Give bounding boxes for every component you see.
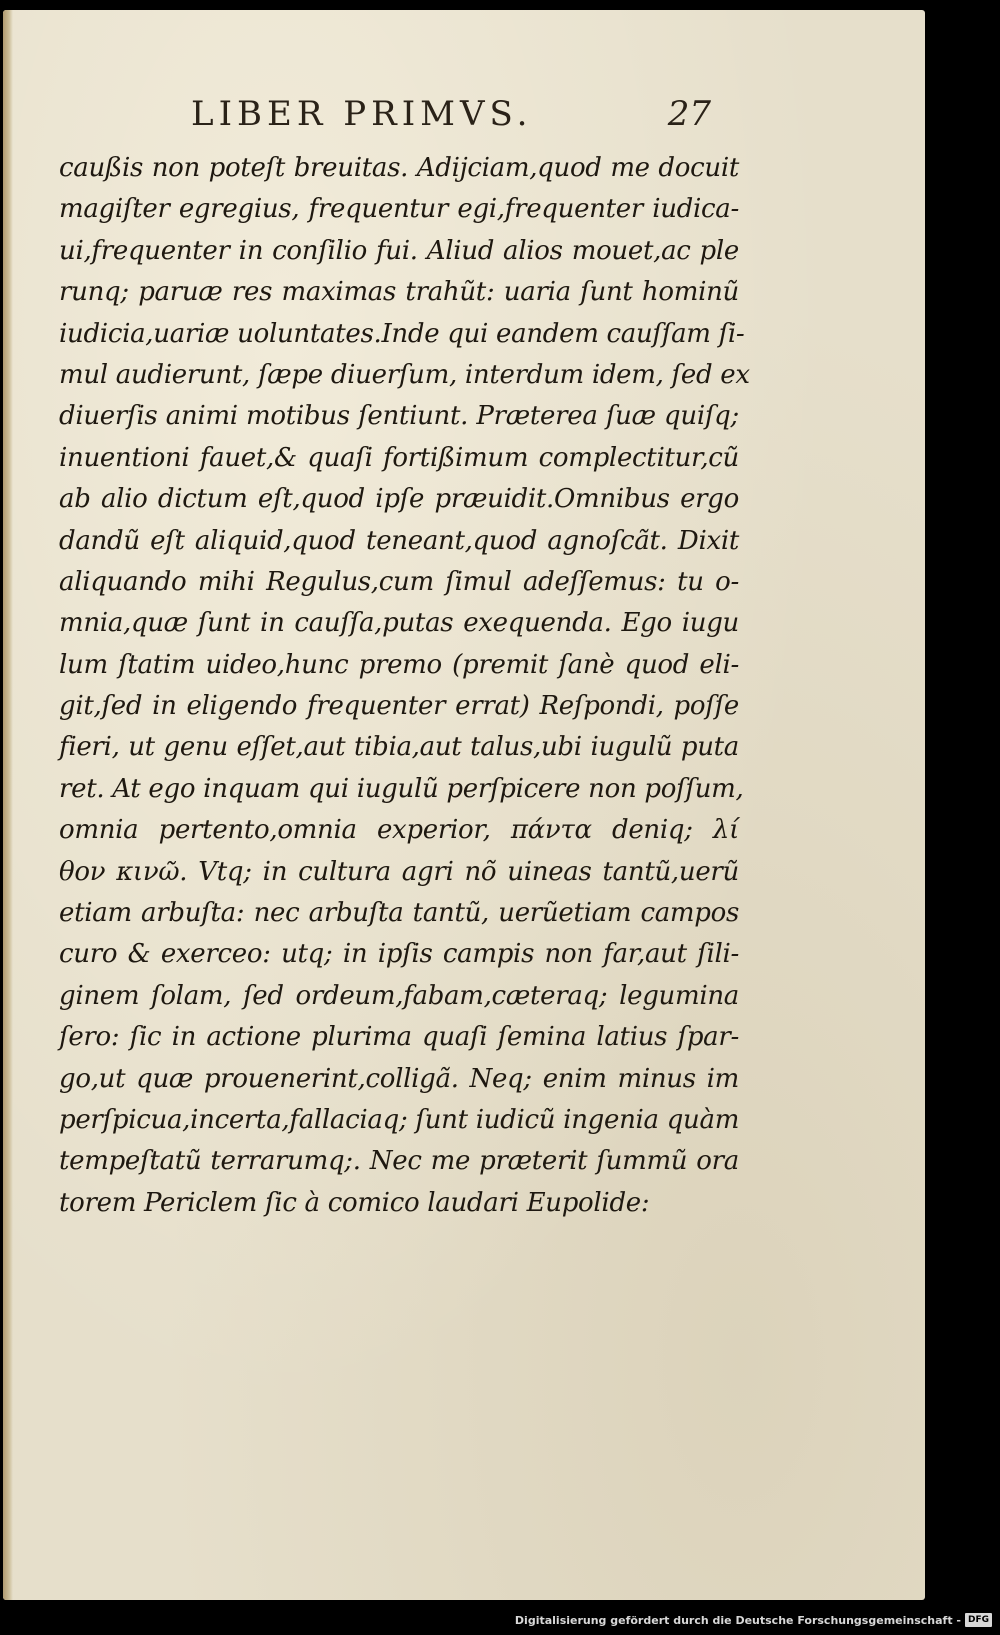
text-line: curo & exerceo: utq; in ipſis campis non far,aut ſili- — [59, 939, 739, 970]
text-line: omnia pertento,omnia experior, πάντα deniq; λί — [59, 815, 739, 846]
body-text — [59, 148, 750, 1224]
page-edge-shadow — [3, 10, 13, 1600]
text-line: torem Periclem ſic à comico laudari Eupolide: — [59, 1187, 650, 1218]
text-line: aliquando mihi Regulus,cum ſimul adeſſemus: tu o- — [59, 566, 739, 597]
text-line: tempeſtatũ terrarumq;. Nec me præterit ſummũ ora — [59, 1146, 739, 1177]
text-line: lum ſtatim uideo,hunc premo (premit ſanè quod eli- — [59, 649, 739, 680]
text-line: git,ſed in eligendo frequenter errat) Reſpondi, poſſe — [59, 691, 739, 722]
credit-text: Digitalisierung gefördert durch die Deutsche Forschungsgemeinschaft - — [514, 1613, 961, 1627]
book-page — [3, 10, 925, 1600]
text-line: ſero: ſic in actione plurima quaſi ſemina latius ſpar- — [59, 1022, 739, 1053]
digitization-credit — [515, 1609, 992, 1631]
text-line: go,ut quæ prouenerint,colligã. Neq; enim minus im — [59, 1063, 739, 1094]
text-line: mul audierunt, ſæpe diuerſum, interdum idem, ſed ex — [59, 359, 750, 390]
text-line: dandũ eſt aliquid,quod teneant,quod agnoſcãt. Dixit — [59, 525, 739, 556]
text-line: ret. At ego inquam qui iugulũ perſpicere non poſſum, — [59, 773, 744, 804]
text-line: ab alio dictum eſt,quod ipſe præuidit.Omnibus ergo — [59, 484, 739, 515]
text-line: θον κινῶ. Vtq; in cultura agri nõ uineas tantũ,uerũ — [59, 856, 739, 887]
text-line: etiam arbuſta: nec arbuſta tantũ, uerũetiam campos — [59, 898, 739, 929]
running-head — [191, 94, 711, 144]
page-number: 27 — [667, 94, 711, 134]
text-line: ui,frequenter in conſilio fui. Aliud alios mouet,ac ple — [59, 235, 739, 266]
text-line: ginem ſolam, ſed ordeum,fabam,cæteraq; legumina — [59, 980, 739, 1011]
text-line: fieri, ut genu eſſet,aut tibia,aut talus,ubi iugulũ puta — [59, 732, 739, 763]
text-line: magiſter egregius, frequentur egi,frequenter iudica- — [59, 194, 739, 225]
text-line: inuentioni fauet,& quaſi fortißimum complectitur,cũ — [59, 442, 739, 473]
text-line: diuerſis animi motibus ſentiunt. Præterea ſuæ quiſq; — [59, 401, 739, 432]
text-line: perſpicua,incerta,fallaciaq; ſunt iudicũ ingenia quàm — [59, 1104, 740, 1135]
text-line: caußis non poteſt breuitas. Adijciam,quod me docuit — [59, 153, 739, 183]
running-title: LIBER PRIMVS. — [191, 94, 533, 134]
text-line: mnia,quæ ſunt in cauſſa,putas exequenda. Ego iugu — [59, 608, 739, 639]
text-line: iudicia,uariæ uoluntates.Inde qui eandem cauſſam ſi- — [59, 318, 745, 349]
dfg-logo: DFG — [965, 1613, 992, 1627]
text-line: runq; paruæ res maximas trahũt: uaria ſunt hominũ — [59, 277, 739, 308]
